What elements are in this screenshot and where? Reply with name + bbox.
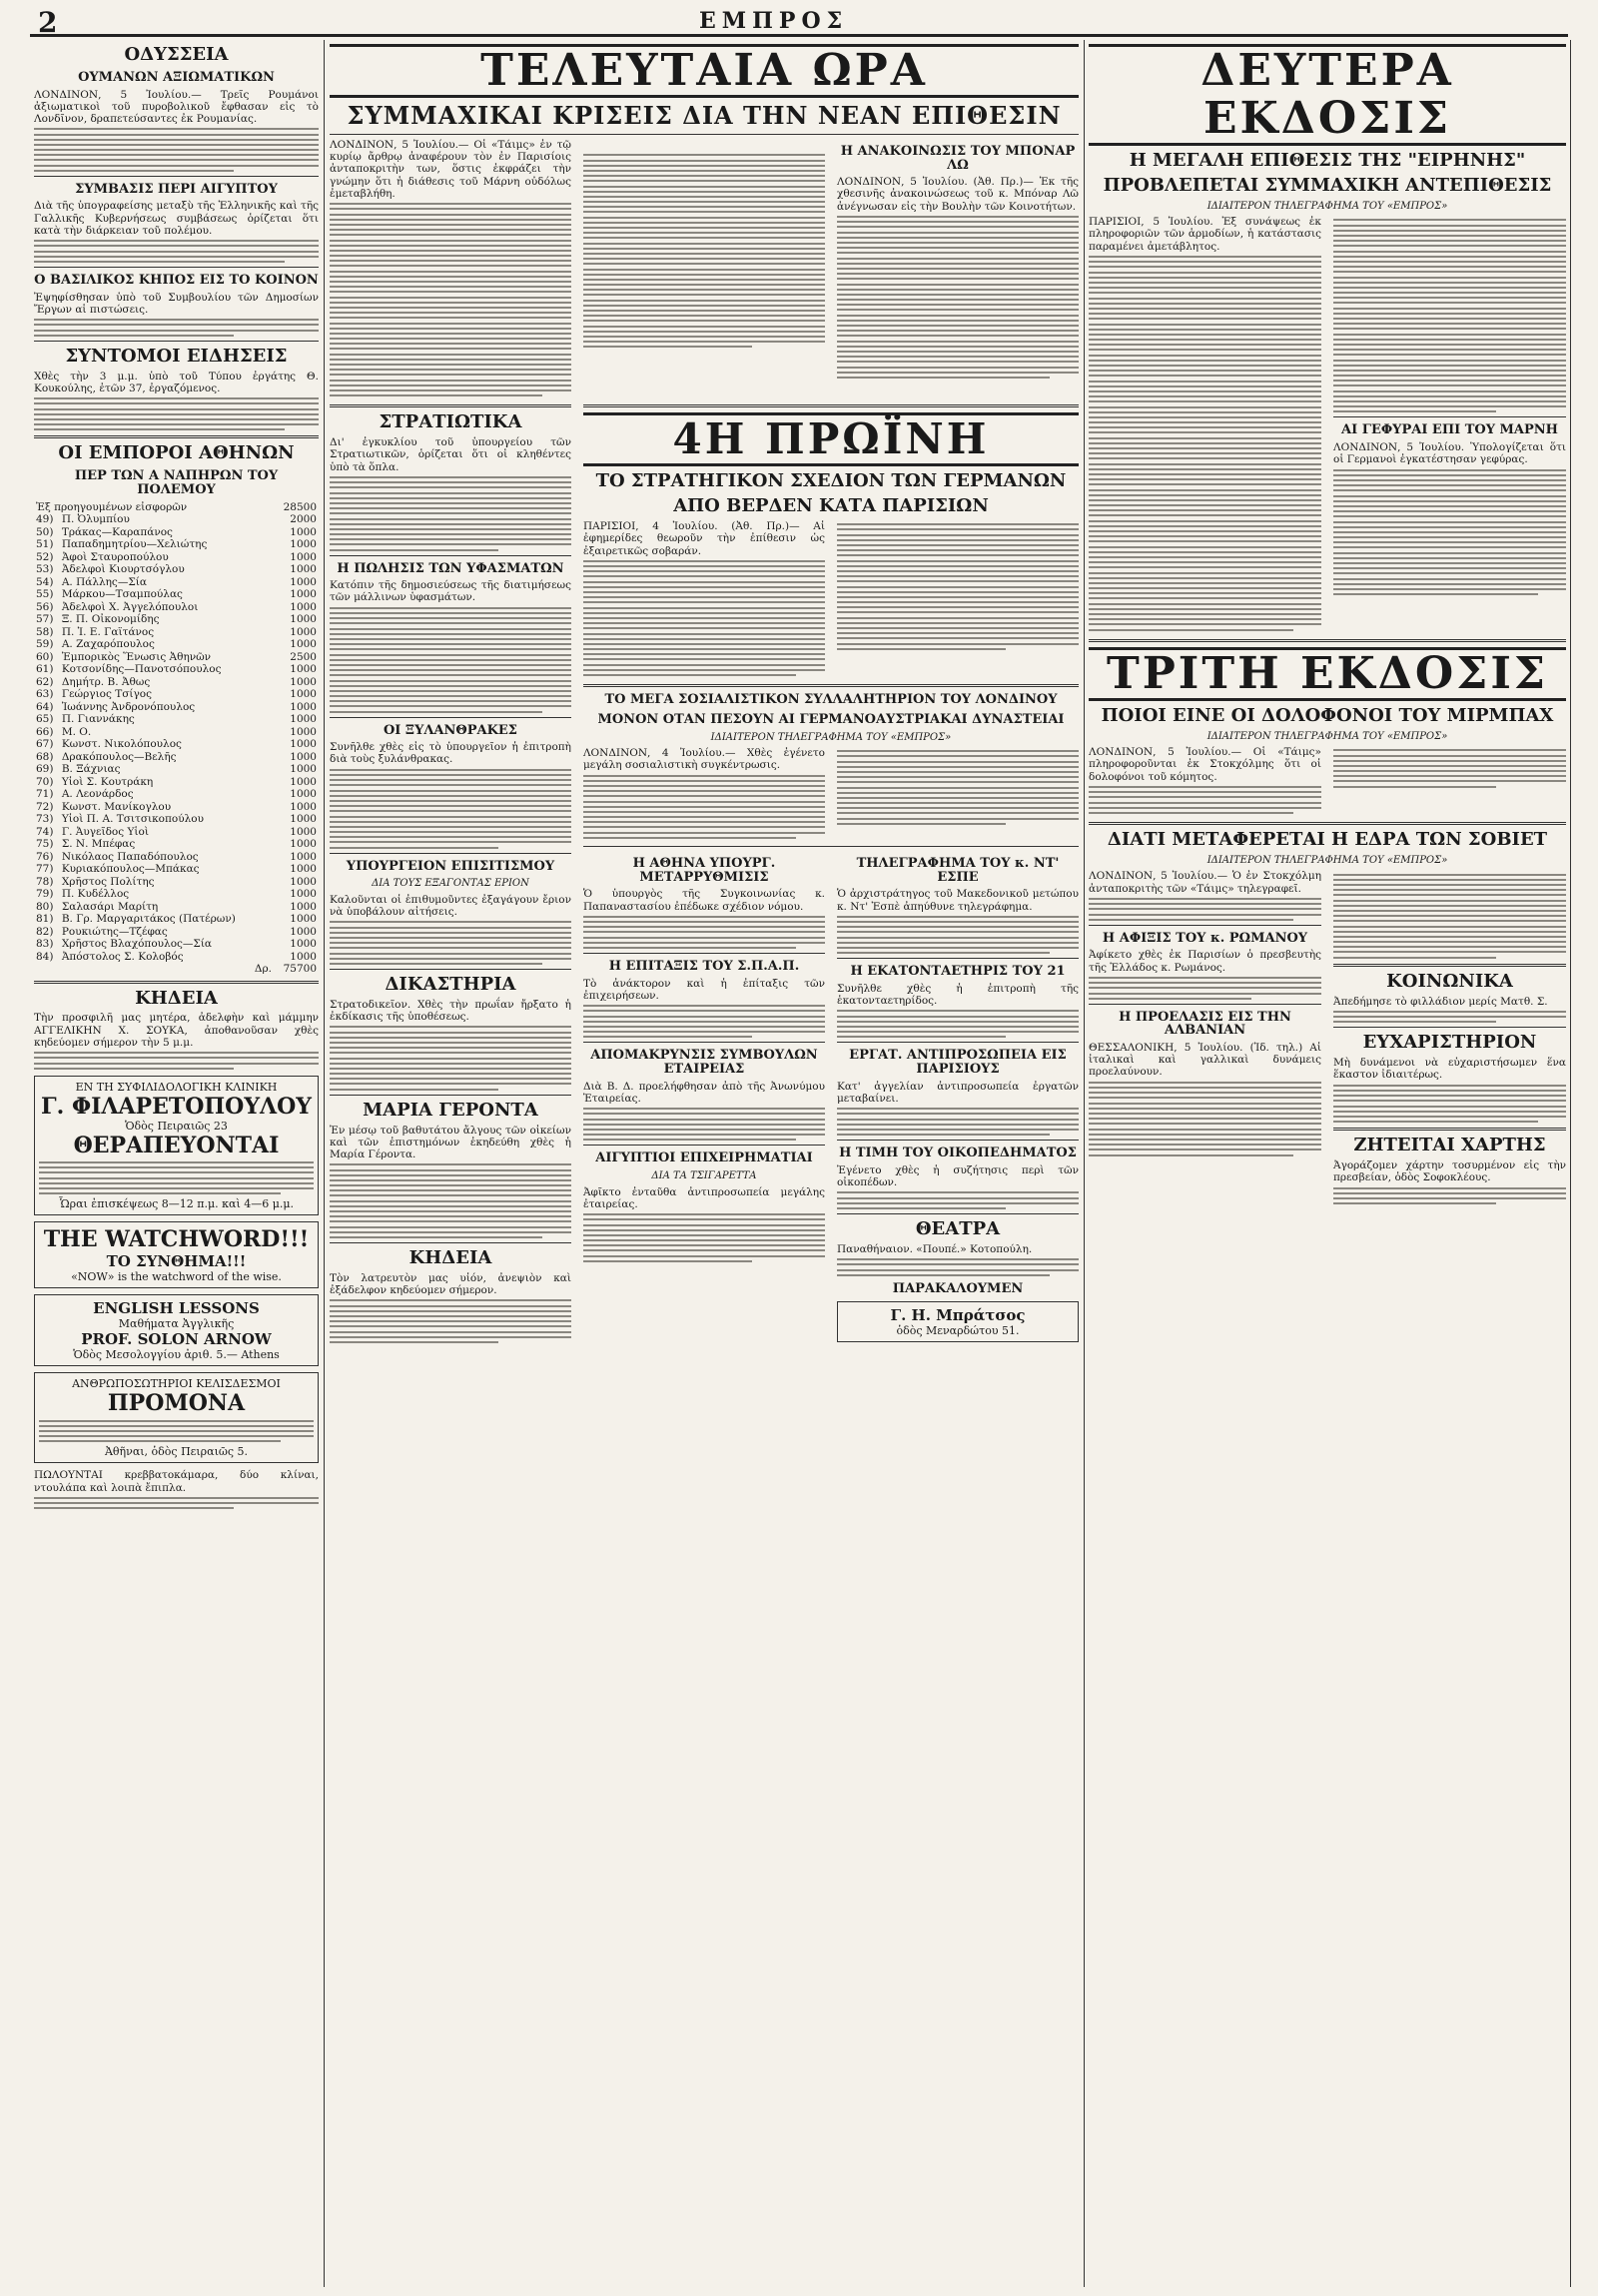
article-text: Καλοῦνται οἱ ἐπιθυμοῦντες ἐξαγάγουν ἔριον νὰ ὑποβάλουν αἰτήσεις.	[330, 893, 571, 919]
article-text	[583, 139, 825, 151]
ad-headline: ENGLISH LESSONS	[93, 1299, 260, 1318]
ad-subheadline: ΤΟ ΣΥΝΘΗΜΑ!!!	[106, 1252, 247, 1271]
ad-text: Μαθήματα Ἀγγλικῆς	[118, 1317, 235, 1331]
article-text: Χθὲς τὴν 3 μ.μ. ὑπὸ τοῦ Τύπου ἐργάτης Θ. Κουκούλης, ἐτῶν 37, ἐργαζόμενος.	[34, 370, 319, 394]
promona-ad	[34, 1372, 319, 1463]
article-text: Μὴ δυνάμενοι νὰ εὐχαριστήσωμεν ἕνα ἕκαστον ἰδιαιτέρως.	[1333, 1057, 1566, 1082]
section-title: 4Η ΠΡΩΪΝΗ	[583, 412, 1079, 466]
article-title: Η ΤΙΜΗ ΤΟΥ ΟΙΚΟΠΕΔΗΜΑΤΟΣ	[839, 1146, 1077, 1161]
column-rule	[1084, 40, 1085, 2287]
article-title: ΔΙΑΤΙ ΜΕΤΑΦΕΡΕΤΑΙ Η ΕΔΡΑ ΤΩΝ ΣΟΒΙΕΤ	[1107, 829, 1548, 851]
donation-row: 82) Ρουκιώτης—Τζέφας 1000	[36, 925, 317, 938]
donation-total-row: Δρ. 75700	[254, 963, 317, 976]
text-lines	[34, 128, 319, 172]
donation-row: 64) Ἰωάννης Ἀνδρονόπουλος 1000	[36, 700, 317, 713]
article-title: ΑΙ ΓΕΦΥΡΑΙ ΕΠΙ ΤΟΥ ΜΑΡΝΗ	[1341, 422, 1558, 438]
donation-row: 69) Β. Ξάχνιας 1000	[36, 763, 317, 776]
donation-row: 75) Σ. Ν. Μπέφας 1000	[36, 838, 317, 851]
donation-row: 59) Α. Ζαχαρόπουλος 1000	[36, 638, 317, 651]
ad-address: Ὁδὸς Πειραιῶς 23	[125, 1119, 228, 1133]
ad-text: ΕΝ ΤΗ ΣΥΦΙΛΙΔΟΛΟΓΙΚΗ ΚΛΙΝΙΚΗ	[75, 1080, 278, 1094]
english-ad	[34, 1294, 319, 1366]
ad-name: ΠΡΟΜΟΝΑ	[107, 1390, 246, 1417]
article-text: Δι' ἐγκυκλίου τοῦ ὑπουργείου τῶν Στρατιωτικῶν, ὁρίζεται ὅτι οἱ κληθέντες ὑπὸ τὰ ὅπλα.	[330, 436, 571, 473]
ad-text: «NOW» is the watchword of the wise.	[71, 1270, 282, 1284]
article-title: ΣΥΜΒΑΣΙΣ ΠΕΡΙ ΑΙΓΥΠΤΟΥ	[75, 181, 278, 197]
donation-row: 74) Γ. Ἀυγεῖδος Υἱοὶ 1000	[36, 825, 317, 838]
article-text: ΛΟΝΔΙΝΟΝ, 5 Ἰουλίου.— Οἱ «Τάιμς» ἐν τῷ κυρίῳ ἄρθρῳ ἀναφέρουν τὸν ἐν Παρισίοις ἀνταποκριτὴν των, ὅστις ἐκφράζει τὴν γνώμην ὅτι ἡ διάθεσις τοῦ Μάρνη οὐδόλως ἐμεταβλήθη.	[330, 139, 571, 200]
article-text: ΛΟΝΔΙΝΟΝ, 5 Ἰουλίου.— Οἱ «Τάιμς» πληροφοροῦνται ἐκ Στοκχόλμης ὅτι οἱ δολοφόνοι τοῦ κόμητος.	[1089, 746, 1321, 783]
ad-hours: Ὧραι ἐπισκέψεως 8—12 π.μ. καὶ 4—6 μ.μ.	[58, 1197, 295, 1211]
donation-row: 67) Κωνστ. Νικολόπουλος 1000	[36, 738, 317, 751]
article-text: Ἀγοράζομεν χάρτην τοσυρμένον εἰς τὴν πρεσβείαν, ὁδὸς Σοφοκλέους.	[1333, 1159, 1566, 1184]
article-text: Ἐγένετο χθὲς ἡ συζήτησις περὶ τῶν οἰκοπέδων.	[836, 1163, 1079, 1189]
article-subtitle: ΜΟΝΟΝ ΟΤΑΝ ΠΕΣΟΥΝ ΑΙ ΓΕΡΜΑΝΟΑΥΣΤΡΙΑΚΑΙ ΔΥΝΑΣΤΕΙΑΙ	[597, 711, 1065, 727]
merchant-ad	[837, 1301, 1079, 1342]
section-title: ΔΕΥΤΕΡΑ ΕΚΔΟΣΙΣ	[1089, 44, 1566, 146]
telegram-note: ΙΔΙΑΙΤΕΡΟΝ ΤΗΛΕΓΡΑΦΗΜΑ ΤΟΥ «ΕΜΠΡΟΣ»	[710, 731, 952, 743]
donation-row: 80) Σαλασάρι Μαρίτη 1000	[36, 900, 317, 913]
article-title: Η ΑΝΑΚΟΙΝΩΣΙΣ ΤΟΥ ΜΠΟΝΑΡ ΛΩ	[840, 144, 1076, 173]
donation-row: 71) Α. Λεονάρδος 1000	[36, 788, 317, 801]
article-title: Η ΕΠΙΤΑΞΙΣ ΤΟΥ Σ.Π.Α.Π.	[608, 959, 800, 975]
ad-headline: ΘΕΡΑΠΕΥΟΝΤΑΙ	[73, 1132, 280, 1158]
article-title: ΖΗΤΕΙΤΑΙ ΧΑΡΤΗΣ	[1353, 1135, 1546, 1156]
ad-address: Ὁδὸς Μεσολογγίου ἀριθ. 5.— Athens	[73, 1348, 280, 1362]
article-title: Η ΑΘΗΝΑ ΥΠΟΥΡΓ. ΜΕΤΑΡΡΥΘΜΙΣΙΣ	[632, 856, 776, 885]
ad-address: ὁδὸς Μεναρδώτου 51.	[896, 1324, 1020, 1338]
clinic-ad	[34, 1076, 319, 1216]
article-title: ΟΙ ΕΜΠΟΡΟΙ ΑΘΗΝΩΝ	[58, 442, 295, 464]
article-title: ΑΙΓΥΠΤΙΟΙ ΕΠΙΧΕΙΡΗΜΑΤΙΑΙ	[595, 1150, 813, 1166]
article-text: ΛΟΝΔΙΝΟΝ, 5 Ἰουλίου.— Ὁ ἐν Στοκχόλμη ἀνταποκριτὴς τῶν «Τάιμς» τηλεγραφεῖ.	[1089, 870, 1321, 895]
article-text: Τὸν λατρευτὸν μας υἱόν, ἀνεψιὸν καὶ ἐξάδελφον κηδεύομεν σήμερον.	[330, 1271, 571, 1297]
donation-row: 52) Ἀφοὶ Σταυροπούλου 1000	[36, 550, 317, 563]
ad-text: ΑΝΘΡΩΠΟΣΩΤΗΡΙΟΙ ΚΕΛΙΣΔΕΣΜΟΙ	[72, 1377, 281, 1391]
article-title: ΕΥΧΑΡΙΣΤΗΡΙΟΝ	[1362, 1032, 1537, 1054]
donation-list	[34, 501, 319, 976]
section-subtitle: ΠΡΟΒΛΕΠΕΤΑΙ ΣΥΜΜΑΧΙΚΗ ΑΝΤΕΠΙΘΕΣΙΣ	[1103, 174, 1552, 196]
article-title: ΠΑΡΑΚΑΛΟΥΜΕΝ	[892, 1280, 1024, 1296]
article-title: ΚΗΔΕΙΑ	[135, 987, 218, 1009]
donation-row: 65) Π. Γιαννάκης 1000	[36, 713, 317, 726]
article-title: ΤΗΛΕΓΡΑΦΗΜΑ ΤΟΥ κ. ΝΤ' ΕΣΠΕ	[856, 856, 1060, 885]
section-subtitle: ΤΟ ΣΤΡΑΤΗΓΙΚΟΝ ΣΧΕΔΙΟΝ ΤΩΝ ΓΕΡΜΑΝΩΝ	[595, 470, 1067, 492]
article-text: Συνῆλθε χθὲς εἰς τὸ ὑπουργεῖον ἡ ἐπιτροπὴ διὰ τοὺς ξυλάνθρακας.	[330, 741, 571, 766]
donation-row: 61) Κοτσονίδης—Πανοτσόπουλος 1000	[36, 663, 317, 676]
left-column	[34, 40, 319, 2287]
article-subtitle: ΔΙΑ ΤΟΥΣ ΕΞΑΓΟΝΤΑΣ ΕΡΙΟΝ	[372, 878, 529, 890]
donation-row: 70) Υἱοὶ Σ. Κουτράκη 1000	[36, 775, 317, 788]
section-subtitle: ΠΟΙΟΙ ΕΙΝΕ ΟΙ ΔΟΛΟΦΟΝΟΙ ΤΟΥ ΜΙΡΜΠΑΧ	[1101, 704, 1554, 726]
article-text: ΘΕΣΣΑΛΟΝΙΚΗ, 5 Ἰουλίου. (Ἰδ. τηλ.) Αἱ ἰταλικαὶ καὶ γαλλικαὶ δυνάμεις προελαύνουν.	[1089, 1042, 1321, 1079]
section-subtitle: Η ΜΕΓΑΛΗ ΕΠΙΘΕΣΙΣ ΤΗΣ "ΕΙΡΗΝΗΣ"	[1129, 150, 1526, 171]
column-rule	[324, 40, 325, 2287]
page-number: 2	[38, 6, 58, 39]
article-text: ΛΟΝΔΙΝΟΝ, 5 Ἰουλίου.— Τρεῖς Ρουμάνοι ἀξιωματικοὶ τοῦ πυροβολικοῦ ἔφθασαν εἰς τὸ Λονδῖνον, δραπετεύσαντες ἐκ Ρουμανίας.	[34, 88, 319, 125]
article-title: Η ΑΦΙΞΙΣ ΤΟΥ κ. ΡΩΜΑΝΟΥ	[1102, 930, 1308, 946]
donation-row: 66) Μ. Ο. 1000	[36, 725, 317, 738]
article-text: Παναθήναιον. «Πουπέ.» Κοτοπούλη.	[836, 1242, 1033, 1255]
article-text: Διὰ Β. Δ. προελήφθησαν ἀπὸ τῆς Ἀνωνύμου Ἑταιρείας.	[582, 1080, 825, 1105]
article-text: Τὸ ἀνάκτορον καὶ ἡ ἐπίταξις τῶν ἐπιχειρήσεων.	[582, 977, 825, 1002]
article-title: ΟΙ ΞΥΛΑΝΘΡΑΚΕΣ	[383, 722, 517, 738]
classified-text: ΠΩΛΟΥΝΤΑΙ κρεββατοκάμαρα, δύο κλίναι, ντουλάπα καὶ λοιπὰ ἔπιπλα.	[34, 1469, 319, 1494]
ad-address: Ἀθῆναι, ὁδὸς Πειραιῶς 5.	[104, 1445, 249, 1459]
article-title: Η ΕΚΑΤΟΝΤΑΕΤΗΡΙΣ ΤΟΥ 21	[850, 964, 1066, 980]
article-text: Τὴν προσφιλῆ μας μητέρα, ἀδελφὴν καὶ μάμμην ΑΓΓΕΛΙΚΗΝ Χ. ΣΟΥΚΑ, ἀποθανοῦσαν χθὲς κηδεύομεν σήμερον τὴν 5 μ.μ.	[34, 1012, 319, 1049]
donation-row: 73) Υἱοὶ Π. Α. Τσιτσικοπούλου 1000	[36, 813, 317, 826]
donation-row: 51) Παπαδημητρίου—Χελιώτης 1000	[36, 538, 317, 551]
ad-name: PROF. SOLON ARNOW	[81, 1330, 272, 1349]
article-text: Ἀπεδήμησε τὸ φιλλάδιον μερίς Ματθ. Σ.	[1333, 995, 1548, 1008]
middle-section	[330, 40, 1079, 2287]
donation-row: 56) Ἀδελφοὶ Χ. Ἀγγελόπουλοι 1000	[36, 600, 317, 613]
article-text: Στρατοδικεῖον. Χθὲς τὴν πρωΐαν ἤρξατο ἡ ἐκδίκασις τῆς ὑποθέσεως.	[330, 998, 571, 1023]
article-title: ΜΑΡΙΑ ΓΕΡΟΝΤΑ	[363, 1099, 538, 1121]
article-subtitle: ΠΕΡ ΤΩΝ Α ΝΑΠΗΡΩΝ ΤΟΥ ΠΟΛΕΜΟΥ	[74, 468, 279, 497]
donation-row: 72) Κωνστ. Μανίκογλου 1000	[36, 800, 317, 813]
article-text: Ἐψηφίσθησαν ὑπὸ τοῦ Συμβουλίου τῶν Δημοσίων Ἔργων αἱ πιστώσεις.	[34, 291, 319, 316]
article-title: ΔΙΚΑΣΤΗΡΙΑ	[385, 973, 516, 995]
donation-row: 62) Δημήτρ. Β. Ἀθως 1000	[36, 675, 317, 688]
article-text: ΛΟΝΔΙΝΟΝ, 4 Ἰουλίου.— Χθὲς ἐγένετο μεγάλη σοσιαλιστικὴ συγκέντρωσις.	[582, 747, 825, 772]
telegram-note: ΙΔΙΑΙΤΕΡΟΝ ΤΗΛΕΓΡΑΦΗΜΑ ΤΟΥ «ΕΜΠΡΟΣ»	[1206, 854, 1448, 866]
article-text: Συνῆλθε χθὲς ἡ ἐπιτροπὴ τῆς ἑκατονταετηρίδος.	[836, 982, 1079, 1008]
donation-row: 50) Τράκας—Καραπάνος 1000	[36, 525, 317, 538]
ad-name: Γ. Η. Μπράτσος	[890, 1306, 1026, 1325]
donation-row: 83) Χρῆστος Βλαχόπουλος—Σία 1000	[36, 938, 317, 951]
section-subtitle: ΣΥΜΜΑΧΙΚΑΙ ΚΡΙΣΕΙΣ ΔΙΑ ΤΗΝ ΝΕΑΝ ΕΠΙΘΕΣΙΝ	[347, 101, 1062, 130]
article-text: ΛΟΝΔΙΝΟΝ, 5 Ἰουλίου. (Ἀθ. Πρ.)— Ἐκ τῆς χθεσινῆς ἀνακοινώσεως τοῦ κ. Μπόναρ Λῶ ἀνέγνωσαν εἰς τὴν Βουλὴν τῶν Κοινοτήτων.	[837, 176, 1079, 213]
donation-row: 68) Δρακόπουλος—Βελῆς 1000	[36, 750, 317, 763]
donation-row: 49) Π. Ὀλυμπίου 2000	[36, 513, 317, 526]
article-title: ΣΥΝΤΟΜΟΙ ΕΙΔΗΣΕΙΣ	[65, 345, 288, 367]
right-section	[1089, 40, 1566, 2287]
article-title: ΤΟ ΜΕΓΑ ΣΟΣΙΑΛΙΣΤΙΚΟΝ ΣΥΛΛΑΛΗΤΗΡΙΟΝ ΤΟΥ ΛΟΝΔΙΝΟΥ	[604, 692, 1058, 708]
masthead: ΕΜΠΡΟΣ	[699, 8, 849, 34]
article-text: Ὁ ἀρχιστράτηγος τοῦ Μακεδονικοῦ μετώπου κ. Ντ' Ἐσπὲ ἀπηύθυνε τηλεγράφημα.	[836, 888, 1079, 913]
donation-row: 79) Π. Κυδέλλος 1000	[36, 888, 317, 901]
donation-row: 81) Β. Γρ. Μαργαριτάκος (Πατέρων) 1000	[36, 913, 317, 926]
article-text: Κατ' ἀγγελίαν ἀντιπροσωπεία ἐργατῶν μεταβαίνει.	[836, 1080, 1079, 1105]
donation-row: 77) Κυριακόπουλος—Μπάκας 1000	[36, 863, 317, 876]
section-title: ΤΕΛΕΥΤΑΙΑ ΩΡΑ	[330, 44, 1079, 98]
article-subtitle: ΟΥΜΑΝΩΝ ΑΞΙΩΜΑΤΙΚΩΝ	[78, 69, 275, 85]
donation-row: 54) Α. Πάλλης—Σία 1000	[36, 575, 317, 588]
donation-row: 76) Νικόλαος Παπαδόπουλος 1000	[36, 850, 317, 863]
telegram-note: ΙΔΙΑΙΤΕΡΟΝ ΤΗΛΕΓΡΑΦΗΜΑ ΤΟΥ «ΕΜΠΡΟΣ»	[1206, 200, 1448, 212]
article-text: ΛΟΝΔΙΝΟΝ, 5 Ἰουλίου. Ὑπολογίζεται ὅτι οἱ Γερμανοὶ ἐγκατέστησαν γεφύρας.	[1333, 441, 1566, 466]
donation-row: 78) Χρῆστος Πολίτης 1000	[36, 875, 317, 888]
telegram-note: ΙΔΙΑΙΤΕΡΟΝ ΤΗΛΕΓΡΑΦΗΜΑ ΤΟΥ «ΕΜΠΡΟΣ»	[1206, 730, 1448, 742]
article-text: ΠΑΡΙΣΙΟΙ, 4 Ἰουλίου. (Ἀθ. Πρ.)— Αἱ ἐφημερίδες θεωροῦν τὴν ἐπίθεσιν ὡς ἐξαιρετικῶς σοβαράν.	[582, 520, 825, 557]
article-text: Ἀφῖκτο ἐνταῦθα ἀντιπροσωπεία μεγάλης ἐταιρείας.	[582, 1185, 825, 1210]
ad-name: Γ. ΦΙΛΑΡΕΤΟΠΟΥΛΟΥ	[41, 1093, 312, 1120]
article-title: ΘΕΑΤΡΑ	[915, 1218, 1001, 1239]
article-text: Διὰ τῆς ὑπογραφείσης μεταξὺ τῆς Ἑλληνικῆς καὶ τῆς Γαλλικῆς Κυβερνήσεως συμβάσεως ὁρίζεται ὅτι κατὰ τὴν διάρκειαν τοῦ πολέμου.	[34, 200, 319, 237]
article-title: Η ΠΡΟΕΛΑΣΙΣ ΕΙΣ ΤΗΝ ΑΛΒΑΝΙΑΝ	[1119, 1009, 1291, 1039]
article-text: Ἐν μέσῳ τοῦ βαθυτάτου ἄλγους τῶν οἰκείων καὶ τῶν ἐπιστημόνων ἐκηδεύθη χθὲς ἡ Μαρία Γέροντα.	[330, 1124, 571, 1160]
donation-row: 57) Ξ. Π. Οἰκονομίδης 1000	[36, 613, 317, 626]
article-title: ΥΠΟΥΡΓΕΙΟΝ ΕΠΙΣΙΤΙΣΜΟΥ	[346, 858, 555, 874]
donation-row: 55) Μάρκου—Τσαμπούλας 1000	[36, 588, 317, 601]
ad-headline: THE WATCHWORD!!!	[43, 1226, 310, 1253]
article-title: Η ΠΩΛΗΣΙΣ ΤΩΝ ΥΦΑΣΜΑΤΩΝ	[337, 560, 564, 576]
header-rule	[30, 34, 1568, 37]
section-subtitle: ΑΠΟ ΒΕΡΔΕΝ ΚΑΤΑ ΠΑΡΙΣΙΩΝ	[673, 495, 989, 517]
article-title: Ο ΒΑΣΙΛΙΚΟΣ ΚΗΠΟΣ ΕΙΣ ΤΟ ΚΟΙΝΟΝ	[34, 273, 319, 289]
article-subtitle: ΔΙΑ ΤΑ ΤΣΙΓΑΡΕΤΤΑ	[651, 1170, 757, 1182]
donation-row: 58) Π. Ἰ. Ε. Γαϊτάνος 1000	[36, 625, 317, 638]
donation-intro-row: Ἐξ προηγουμένων εἰσφορῶν 28500	[36, 500, 317, 513]
column-rule	[1570, 40, 1571, 2287]
article-text: Ἀφίκετο χθὲς ἐκ Παρισίων ὁ πρεσβευτὴς τῆς Ἑλλάδος κ. Ρωμάνος.	[1089, 949, 1321, 974]
article-title: ΕΡΓΑΤ. ΑΝΤΙΠΡΟΣΩΠΕΙΑ ΕΙΣ ΠΑΡΙΣΙΟΥΣ	[849, 1048, 1067, 1078]
donation-row: 84) Ἀπόστολος Σ. Κολοβός 1000	[36, 950, 317, 963]
article-text: ΠΑΡΙΣΙΟΙ, 5 Ἰουλίου. Ἐξ συνάψεως ἐκ πληροφοριῶν τῶν ἁρμοδίων, ἡ κατάστασις παραμένει ἀμετάβλητος.	[1089, 216, 1321, 253]
article-title: ΚΟΙΝΩΝΙΚΑ	[1386, 970, 1513, 992]
watchword-ad	[34, 1221, 319, 1288]
donation-row: 63) Γεώργιος Τσίγος 1000	[36, 688, 317, 701]
article-title: ΣΤΡΑΤΙΩΤΙΚΑ	[379, 411, 522, 433]
section-title: ΤΡΙΤΗ ΕΚΔΟΣΙΣ	[1089, 647, 1566, 701]
article-title: ΚΗΔΕΙΑ	[408, 1246, 492, 1268]
article-text: Κατόπιν τῆς δημοσιεύσεως τῆς διατιμήσεως τῶν μάλλινων ὑφασμάτων.	[330, 579, 571, 604]
article-text: Ὁ ὑπουργὸς τῆς Συγκοινωνίας κ. Παπαναστασίου ἐπέδωκε σχέδιον νόμου.	[582, 888, 825, 913]
article-title: ΑΠΟΜΑΚΡΥΝΣΙΣ ΣΥΜΒΟΥΛΩΝ ΕΤΑΙΡΕΙΑΣ	[590, 1048, 818, 1078]
donation-row: 53) Ἀδελφοὶ Κιουρτσόγλου 1000	[36, 563, 317, 576]
article-title: ΟΔΥΣΣΕΙΑ	[124, 44, 229, 65]
donation-row: 60) Ἐμπορικὸς Ἕνωσις Ἀθηνῶν 2500	[36, 650, 317, 663]
